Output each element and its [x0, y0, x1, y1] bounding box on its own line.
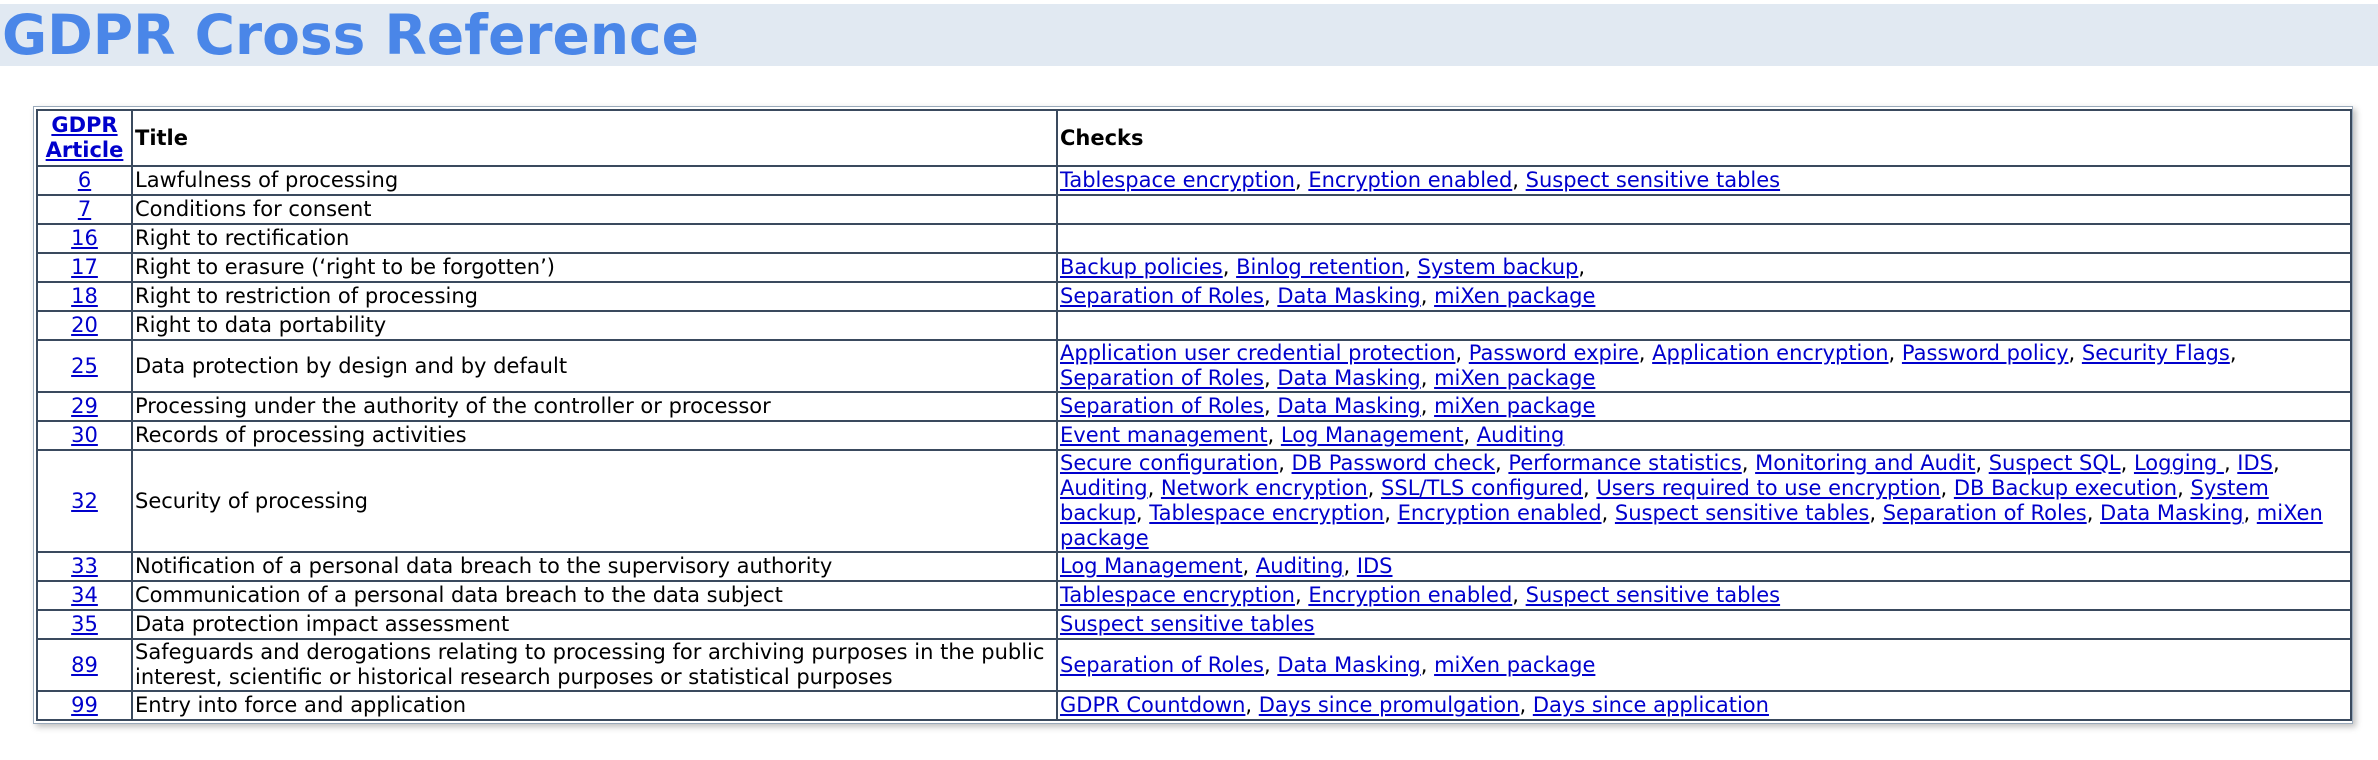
table-row — [37, 691, 2351, 720]
header-checks: Checks — [1057, 110, 2351, 166]
checks-cell — [1057, 552, 2351, 581]
header-title: Title — [132, 110, 1057, 166]
checks-separator: , — [1420, 394, 1435, 418]
article-cell — [37, 224, 132, 253]
checks-separator: , — [1869, 501, 1883, 525]
check-link[interactable]: Network encryption — [1160, 476, 1368, 500]
check-link[interactable]: Security Flags — [2081, 341, 2230, 365]
article-link[interactable]: 20 — [71, 313, 98, 337]
title-cell: Lawfulness of processing — [132, 166, 1057, 195]
title-cell: Right to erasure (‘right to be forgotten’) — [132, 253, 1057, 282]
checks-separator: , — [1519, 693, 1533, 717]
article-link[interactable]: 30 — [71, 423, 98, 447]
check-link[interactable]: Separation of Roles — [1882, 501, 2087, 525]
article-cell — [37, 421, 132, 450]
checks-separator: , — [1278, 451, 1292, 475]
table-row — [37, 282, 2351, 311]
article-cell — [37, 552, 132, 581]
check-link[interactable]: IDS — [1356, 554, 1393, 578]
checks-separator: , — [2068, 341, 2082, 365]
checks-separator: , — [1222, 255, 1237, 279]
check-link[interactable]: Encryption enabled — [1308, 168, 1513, 192]
check-link[interactable]: DB Password check — [1291, 451, 1496, 475]
article-cell — [37, 340, 132, 392]
check-link[interactable]: Auditing — [1060, 476, 1148, 500]
table-row — [37, 552, 2351, 581]
checks-separator: , — [1294, 583, 1309, 607]
check-link[interactable]: Encryption enabled — [1308, 583, 1513, 607]
table-row — [37, 450, 2351, 552]
checks-separator: , — [1384, 501, 1398, 525]
header-gdpr-article — [37, 110, 132, 166]
article-cell — [37, 581, 132, 610]
title-cell: Data protection impact assessment — [132, 610, 1057, 639]
article-cell — [37, 166, 132, 195]
check-link[interactable]: Separation of Roles — [1060, 284, 1264, 308]
article-link[interactable]: 89 — [71, 652, 98, 677]
checks-separator: , — [1512, 168, 1526, 192]
check-link[interactable]: Days since application — [1532, 693, 1769, 717]
check-link[interactable]: Suspect sensitive tables — [1614, 501, 1870, 525]
check-link[interactable]: Separation of Roles — [1060, 652, 1264, 677]
table-row — [37, 195, 2351, 224]
article-link[interactable]: 35 — [71, 612, 98, 636]
checks-separator: , — [1601, 501, 1615, 525]
title-cell: Safeguards and derogations relating to processing for archiving purposes in the public interest, scientific or historical research purposes or statistical purposes — [132, 639, 1057, 691]
check-link[interactable]: Monitoring and Audit — [1755, 451, 1976, 475]
checks-cell — [1057, 311, 2351, 340]
checks-cell — [1057, 392, 2351, 421]
checks-separator: , — [1263, 284, 1278, 308]
check-link[interactable]: Suspect SQL — [1988, 451, 2121, 475]
checks-cell — [1057, 282, 2351, 311]
check-link[interactable]: Encryption enabled — [1397, 501, 1602, 525]
checks-trailing: , — [1578, 255, 1586, 279]
check-link[interactable]: Users required to use encryption — [1596, 476, 1941, 500]
article-link[interactable]: 17 — [71, 255, 98, 279]
article-cell — [37, 639, 132, 691]
check-link[interactable]: miXen package — [1434, 394, 1596, 418]
article-link[interactable]: 99 — [71, 693, 98, 717]
check-link[interactable]: Auditing — [1255, 554, 1344, 578]
article-link[interactable]: 25 — [71, 353, 98, 378]
checks-separator: , — [1455, 341, 1469, 365]
article-cell — [37, 392, 132, 421]
table-row — [37, 253, 2351, 282]
checks-cell — [1057, 340, 2351, 392]
table-row — [37, 224, 2351, 253]
title-cell: Notification of a personal data breach to the supervisory authority — [132, 552, 1057, 581]
table-row — [37, 581, 2351, 610]
title-cell: Communication of a personal data breach to the data subject — [132, 581, 1057, 610]
check-link[interactable]: Days since promulgation — [1258, 693, 1520, 717]
checks-separator: , — [1242, 554, 1256, 578]
check-link[interactable]: Data Masking — [1277, 652, 1421, 677]
check-link[interactable]: Tablespace encryption — [1060, 168, 1295, 192]
check-link[interactable]: Application user credential protection — [1060, 341, 1456, 365]
article-cell — [37, 253, 132, 282]
article-cell — [37, 610, 132, 639]
checks-cell — [1057, 195, 2351, 224]
article-link[interactable]: 16 — [71, 226, 98, 250]
check-link[interactable]: miXen package — [1434, 366, 1596, 390]
title-cell: Conditions for consent — [132, 195, 1057, 224]
article-cell — [37, 450, 132, 552]
check-link[interactable]: Separation of Roles — [1060, 366, 1264, 390]
article-link[interactable]: 6 — [77, 168, 92, 192]
checks-cell — [1057, 581, 2351, 610]
checks-separator: , — [1263, 652, 1278, 677]
article-link[interactable]: 34 — [71, 583, 98, 607]
sort-by-article-link[interactable]: GDPR Article — [45, 113, 124, 162]
title-bar — [0, 4, 2378, 66]
check-link[interactable]: Tablespace encryption — [1060, 583, 1295, 607]
table-row — [37, 166, 2351, 195]
check-link[interactable]: Data Masking — [2100, 501, 2244, 525]
check-link[interactable]: Log Management — [1060, 554, 1243, 578]
checks-separator: , — [1294, 168, 1309, 192]
checks-separator: , — [1420, 284, 1435, 308]
checks-separator: , — [1367, 476, 1382, 500]
check-link[interactable]: Password policy — [1901, 341, 2069, 365]
table-row — [37, 311, 2351, 340]
title-cell: Security of processing — [132, 450, 1057, 552]
checks-separator: , — [1404, 255, 1418, 279]
check-link[interactable]: System backup — [1417, 255, 1579, 279]
checks-cell — [1057, 421, 2351, 450]
check-link[interactable]: Password expire — [1468, 341, 1639, 365]
checks-cell — [1057, 610, 2351, 639]
table-row — [37, 639, 2351, 691]
article-cell — [37, 282, 132, 311]
checks-cell — [1057, 639, 2351, 691]
check-link[interactable]: Log Management — [1280, 423, 1464, 447]
check-link[interactable]: Data Masking — [1277, 394, 1421, 418]
checks-separator: , — [1343, 554, 1357, 578]
checks-separator: , — [1512, 583, 1526, 607]
gdpr-cross-reference-table — [36, 109, 2352, 721]
checks-cell — [1057, 450, 2351, 552]
table-row — [37, 340, 2351, 392]
checks-separator: , — [1638, 341, 1653, 365]
check-link[interactable]: Suspect sensitive tables — [1525, 168, 1781, 192]
check-link[interactable]: Secure configuration — [1060, 451, 1279, 475]
checks-separator: , — [1263, 394, 1278, 418]
title-cell: Entry into force and application — [132, 691, 1057, 720]
checks-separator: , — [1975, 451, 1989, 475]
title-cell: Right to data portability — [132, 311, 1057, 340]
check-link[interactable]: Auditing — [1476, 423, 1565, 447]
article-cell — [37, 311, 132, 340]
check-link[interactable]: Data Masking — [1277, 284, 1421, 308]
check-link[interactable]: Suspect sensitive tables — [1060, 612, 1315, 636]
checks-cell — [1057, 224, 2351, 253]
checks-separator: , — [1267, 423, 1281, 447]
table-row — [37, 610, 2351, 639]
check-link[interactable]: Separation of Roles — [1060, 394, 1264, 418]
check-link[interactable]: Backup policies — [1060, 255, 1223, 279]
title-cell: Data protection by design and by default — [132, 340, 1057, 392]
checks-cell — [1057, 691, 2351, 720]
checks-separator: , — [2120, 451, 2134, 475]
check-link[interactable]: miXen package — [1434, 652, 1596, 677]
check-link[interactable]: Logging — [2133, 451, 2224, 475]
title-cell: Right to restriction of processing — [132, 282, 1057, 311]
table-row — [37, 421, 2351, 450]
article-link[interactable]: 29 — [71, 394, 98, 418]
checks-separator: , — [2229, 341, 2237, 365]
checks-separator: , — [2086, 501, 2101, 525]
check-link[interactable]: DB Backup execution — [1953, 476, 2178, 500]
check-link[interactable]: System backup — [1060, 476, 2269, 525]
checks-cell — [1057, 253, 2351, 282]
checks-separator: , — [1420, 366, 1435, 390]
checks-separator: , — [1245, 693, 1259, 717]
title-cell: Records of processing activities — [132, 421, 1057, 450]
article-cell — [37, 195, 132, 224]
check-link[interactable]: Performance statistics — [1508, 451, 1742, 475]
check-link[interactable]: Event management — [1060, 423, 1268, 447]
gdpr-table-container — [33, 106, 2353, 724]
title-cell: Processing under the authority of the controller or processor — [132, 392, 1057, 421]
article-link[interactable]: 32 — [71, 488, 98, 513]
check-link[interactable]: GDPR Countdown — [1060, 693, 1246, 717]
article-link[interactable]: 7 — [77, 197, 92, 221]
checks-separator: , — [1940, 476, 1954, 500]
checks-separator: , — [1420, 652, 1435, 677]
checks-separator: , — [2243, 501, 2257, 525]
checks-separator: , — [1888, 341, 1902, 365]
check-link[interactable]: Tablespace encryption — [1149, 501, 1385, 525]
checks-separator: , — [1463, 423, 1477, 447]
check-link[interactable]: Data Masking — [1277, 366, 1421, 390]
checks-separator: , — [1495, 451, 1509, 475]
article-cell — [37, 691, 132, 720]
checks-separator: , — [1135, 501, 1150, 525]
checks-separator: , — [1147, 476, 1161, 500]
check-link[interactable]: Binlog retention — [1236, 255, 1405, 279]
checks-separator: , — [1741, 451, 1756, 475]
check-link[interactable]: SSL/TLS configured — [1381, 476, 1583, 500]
page-title: GDPR Cross Reference — [2, 3, 699, 67]
check-link[interactable]: IDS — [2237, 451, 2273, 475]
checks-cell — [1057, 166, 2351, 195]
checks-separator: , — [2273, 451, 2280, 475]
check-link[interactable]: miXen package — [1060, 501, 2323, 550]
article-link[interactable]: 33 — [71, 554, 98, 578]
title-cell: Right to rectification — [132, 224, 1057, 253]
article-link[interactable]: 18 — [71, 284, 98, 308]
checks-separator: , — [2177, 476, 2191, 500]
checks-separator: , — [1263, 366, 1278, 390]
check-link[interactable]: miXen package — [1434, 284, 1596, 308]
checks-separator: , — [1583, 476, 1597, 500]
table-row — [37, 392, 2351, 421]
check-link[interactable]: Suspect sensitive tables — [1525, 583, 1781, 607]
table-header-row — [37, 110, 2351, 166]
checks-separator: , — [2223, 451, 2238, 475]
check-link[interactable]: Application encryption — [1652, 341, 1889, 365]
